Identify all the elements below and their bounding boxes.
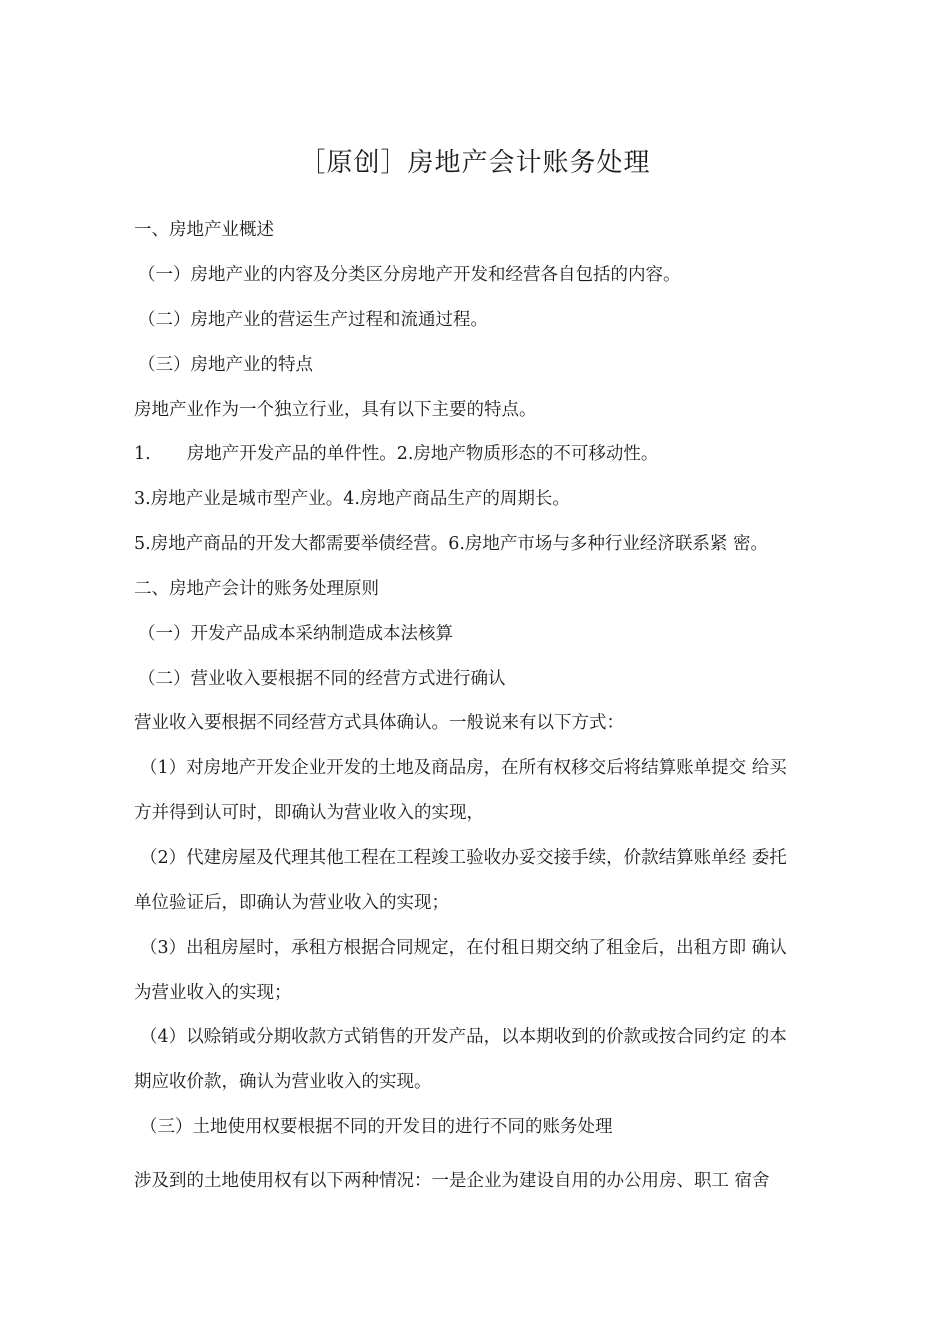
paragraph-line: 期应收价款，确认为营业收入的实现。 xyxy=(134,1072,432,1092)
paragraph-line: （2）代建房屋及代理其他工程在工程竣工验收办妥交接手续，价款结算账单经 委托 xyxy=(140,848,787,868)
paragraph-line: 3.房地产业是城市型产业。4.房地产商品生产的周期长。 xyxy=(134,489,570,509)
paragraph-line: 涉及到的土地使用权有以下两种情况：一是企业为建设自用的办公用房、职工 宿舍 xyxy=(134,1171,770,1191)
paragraph-line: 房地产业作为一个独立行业，具有以下主要的特点。 xyxy=(134,400,537,420)
paragraph-line: 营业收入要根据不同经营方式具体确认。一般说来有以下方式： xyxy=(134,713,624,733)
section-heading: 一、房地产业概述 xyxy=(134,220,274,240)
paragraph-line: 房地产开发产品的单件性。2.房地产物质形态的不可移动性。 xyxy=(186,444,659,464)
subsection-heading: （三）土地使用权要根据不同的开发目的进行不同的账务处理 xyxy=(140,1117,613,1137)
paragraph-line: 单位验证后，即确认为营业收入的实现； xyxy=(134,893,449,913)
section-heading: 二、房地产会计的账务处理原则 xyxy=(134,579,379,599)
numbered-item xyxy=(134,442,854,466)
paragraph-line: 为营业收入的实现； xyxy=(134,983,292,1003)
subsection-heading: （一）开发产品成本采纳制造成本法核算 xyxy=(138,624,453,644)
paragraph-line: （3）出租房屋时，承租方根据合同规定，在付租日期交纳了租金后，出租方即 确认 xyxy=(140,938,787,958)
paragraph-line: （4）以赊销或分期收款方式销售的开发产品，以本期收到的价款或按合同约定 的本 xyxy=(140,1027,787,1047)
paragraph-line: （1）对房地产开发企业开发的土地及商品房，在所有权移交后将结算账单提交 给买 xyxy=(140,758,787,778)
subsection-heading: （二）营业收入要根据不同的经营方式进行确认 xyxy=(138,669,506,689)
subsection-heading: （一）房地产业的内容及分类区分房地产开发和经营各自包括的内容。 xyxy=(138,265,681,285)
paragraph-line: 方并得到认可时，即确认为营业收入的实现， xyxy=(134,803,484,823)
list-marker: 1. xyxy=(134,444,151,464)
subsection-heading: （二）房地产业的营运生产过程和流通过程。 xyxy=(138,310,488,330)
subsection-heading: （三）房地产业的特点 xyxy=(138,355,313,375)
document-title: ［原创］房地产会计账务处理 xyxy=(299,148,651,178)
paragraph-line: 5.房地产商品的开发大都需要举债经营。6.房地产市场与多种行业经济联系紧 密。 xyxy=(134,534,768,554)
